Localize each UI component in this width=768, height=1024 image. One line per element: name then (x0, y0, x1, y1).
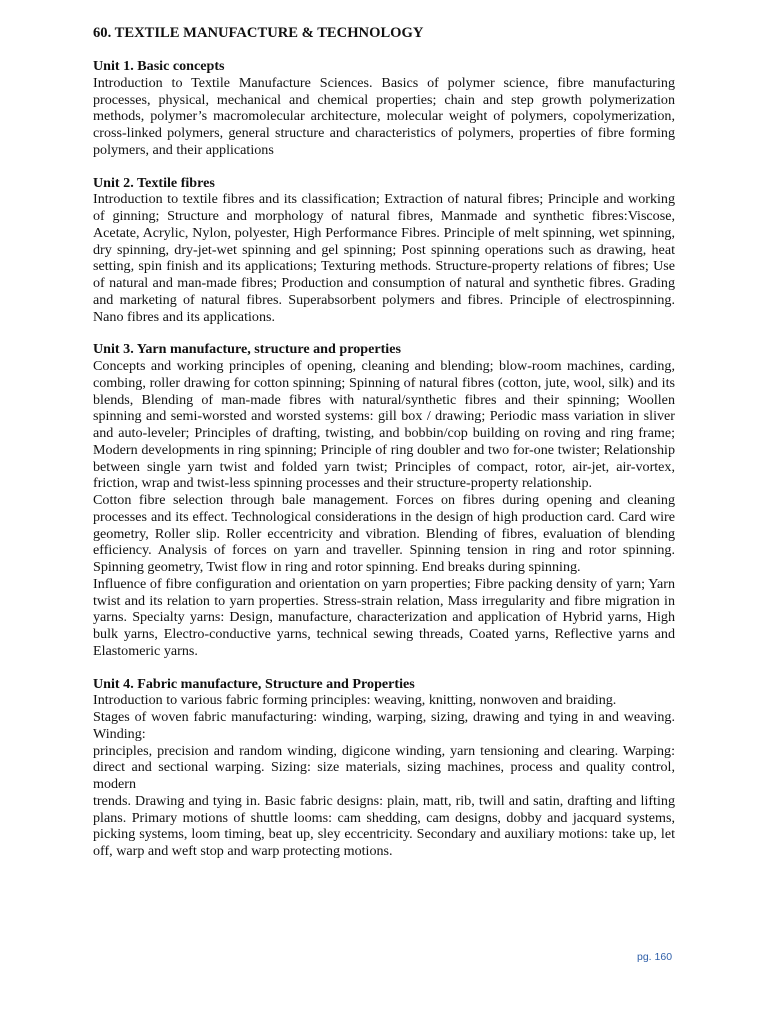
unit-3-paragraph-2: Cotton fibre selection through bale management. Forces on fibres during opening and cleaning processes and its effect. Technological considerations in the design of high production card. Card wire geometry, Roller slip. Roller eccentricity and vibration. Blending of fibres, evaluation of blending efficiency. Analysis of forces on yarn and traveller. Spinning tension in ring and rotor spinning. Spinning geometry, Twist flow in ring and rotor spinning. End breaks during spinning. (93, 492, 675, 575)
unit-4-section (93, 676, 675, 860)
document-title: 60. TEXTILE MANUFACTURE & TECHNOLOGY (93, 25, 424, 41)
unit-4-paragraph-2: Stages of woven fabric manufacturing: winding, warping, sizing, drawing and tying in and weaving. Winding: (93, 709, 675, 742)
unit-1-section (93, 58, 675, 159)
unit-4-paragraph-1: Introduction to various fabric forming principles: weaving, knitting, nonwoven and braiding. (93, 692, 617, 709)
unit-4-paragraph-3: principles, precision and random winding, digicone winding, yarn tensioning and clearing. Warping: direct and sectional warping. Sizing: size materials, sizing machines, process and quality control, modern (93, 742, 675, 792)
unit-3-paragraph-1: Concepts and working principles of opening, cleaning and blending; blow-room machines, carding, combing, roller drawing for cotton spinning; Spinning of natural fibres (cotton, jute, wool, silk) and its blends, Blending of man-made fibres with natural/synthetic fibres and their spinning; Woollen spinning and semi-worsted and worsted systems: gill box / drawing; Periodic mass variation in sliver and auto-leveler; Principles of drafting, twisting, and bobbin/cop building on roving and ring frame; Modern developments in ring spinning; Principle of ring doubler and two for-one twister; Relationship between single yarn twist and folded yarn twist; Principles of compact, rotor, air-jet, air-vortex, friction, wrap and twist-less spinning processes and their structure-property relationship. (93, 358, 675, 492)
page-number: pg. 160 (637, 951, 673, 963)
unit-3-paragraph-3: Influence of fibre configuration and orientation on yarn properties; Fibre packing density of yarn; Yarn twist and its relation to yarn properties. Stress-strain relation, Mass irregularity and fibre migration in yarns. Specialty yarns: Design, manufacture, characterization and application of Hybrid yarns, High bulk yarns, Electro-conductive yarns, technical sewing threads, Coated yarns, Reflective yarns and Elastomeric yarns. (93, 575, 675, 659)
unit-1-heading: Unit 1. Basic concepts (93, 58, 225, 74)
unit-3-section (93, 341, 675, 659)
unit-2-section (93, 175, 675, 326)
unit-1-paragraph: Introduction to Textile Manufacture Sciences. Basics of polymer science, fibre manufacturing processes, physical, mechanical and chemical properties; chain and step growth polymerization methods, polymer’s macromolecular architecture, molecular weight of polymers, copolymerization, cross-linked polymers, general structure and characteristics of polymers, properties of fibre forming polymers, and their applications (93, 74, 675, 158)
unit-3-heading: Unit 3. Yarn manufacture, structure and properties (93, 341, 401, 358)
unit-2-paragraph: Introduction to textile fibres and its classification; Extraction of natural fibres; Principle and working of ginning; Structure and morphology of natural fibres, Manmade and synthetic fibres:Viscose, Acetate, Acrylic, Nylon, polyester, High Performance Fibres. Principle of melt spinning, wet spinning, dry spinning, dry-jet-wet spinning and gel spinning; Post spinning operations such as drawing, heat setting, spin finish and its applications; Texturing methods. Structure-property relations of fibres; Use of natural and man-made fibres; Production and consumption of natural and synthetic fibres. Grading and marketing of natural fibres. Superabsorbent polymers and fibres. Principle of electrospinning. Nano fibres and its applications. (93, 191, 675, 325)
unit-4-heading: Unit 4. Fabric manufacture, Structure and Properties (93, 675, 415, 692)
unit-4-paragraph-4: trends. Drawing and tying in. Basic fabric designs: plain, matt, rib, twill and satin, drafting and lifting plans. Primary motions of shuttle looms: cam shedding, cam designs, dobby and jacquard systems, picking systems, loom timing, beat up, sley eccentricity. Secondary and auxiliary motions: take up, let off, warp and weft stop and warp protecting motions. (93, 792, 675, 859)
unit-2-heading: Unit 2. Textile fibres (93, 174, 215, 191)
document-body (93, 24, 675, 860)
